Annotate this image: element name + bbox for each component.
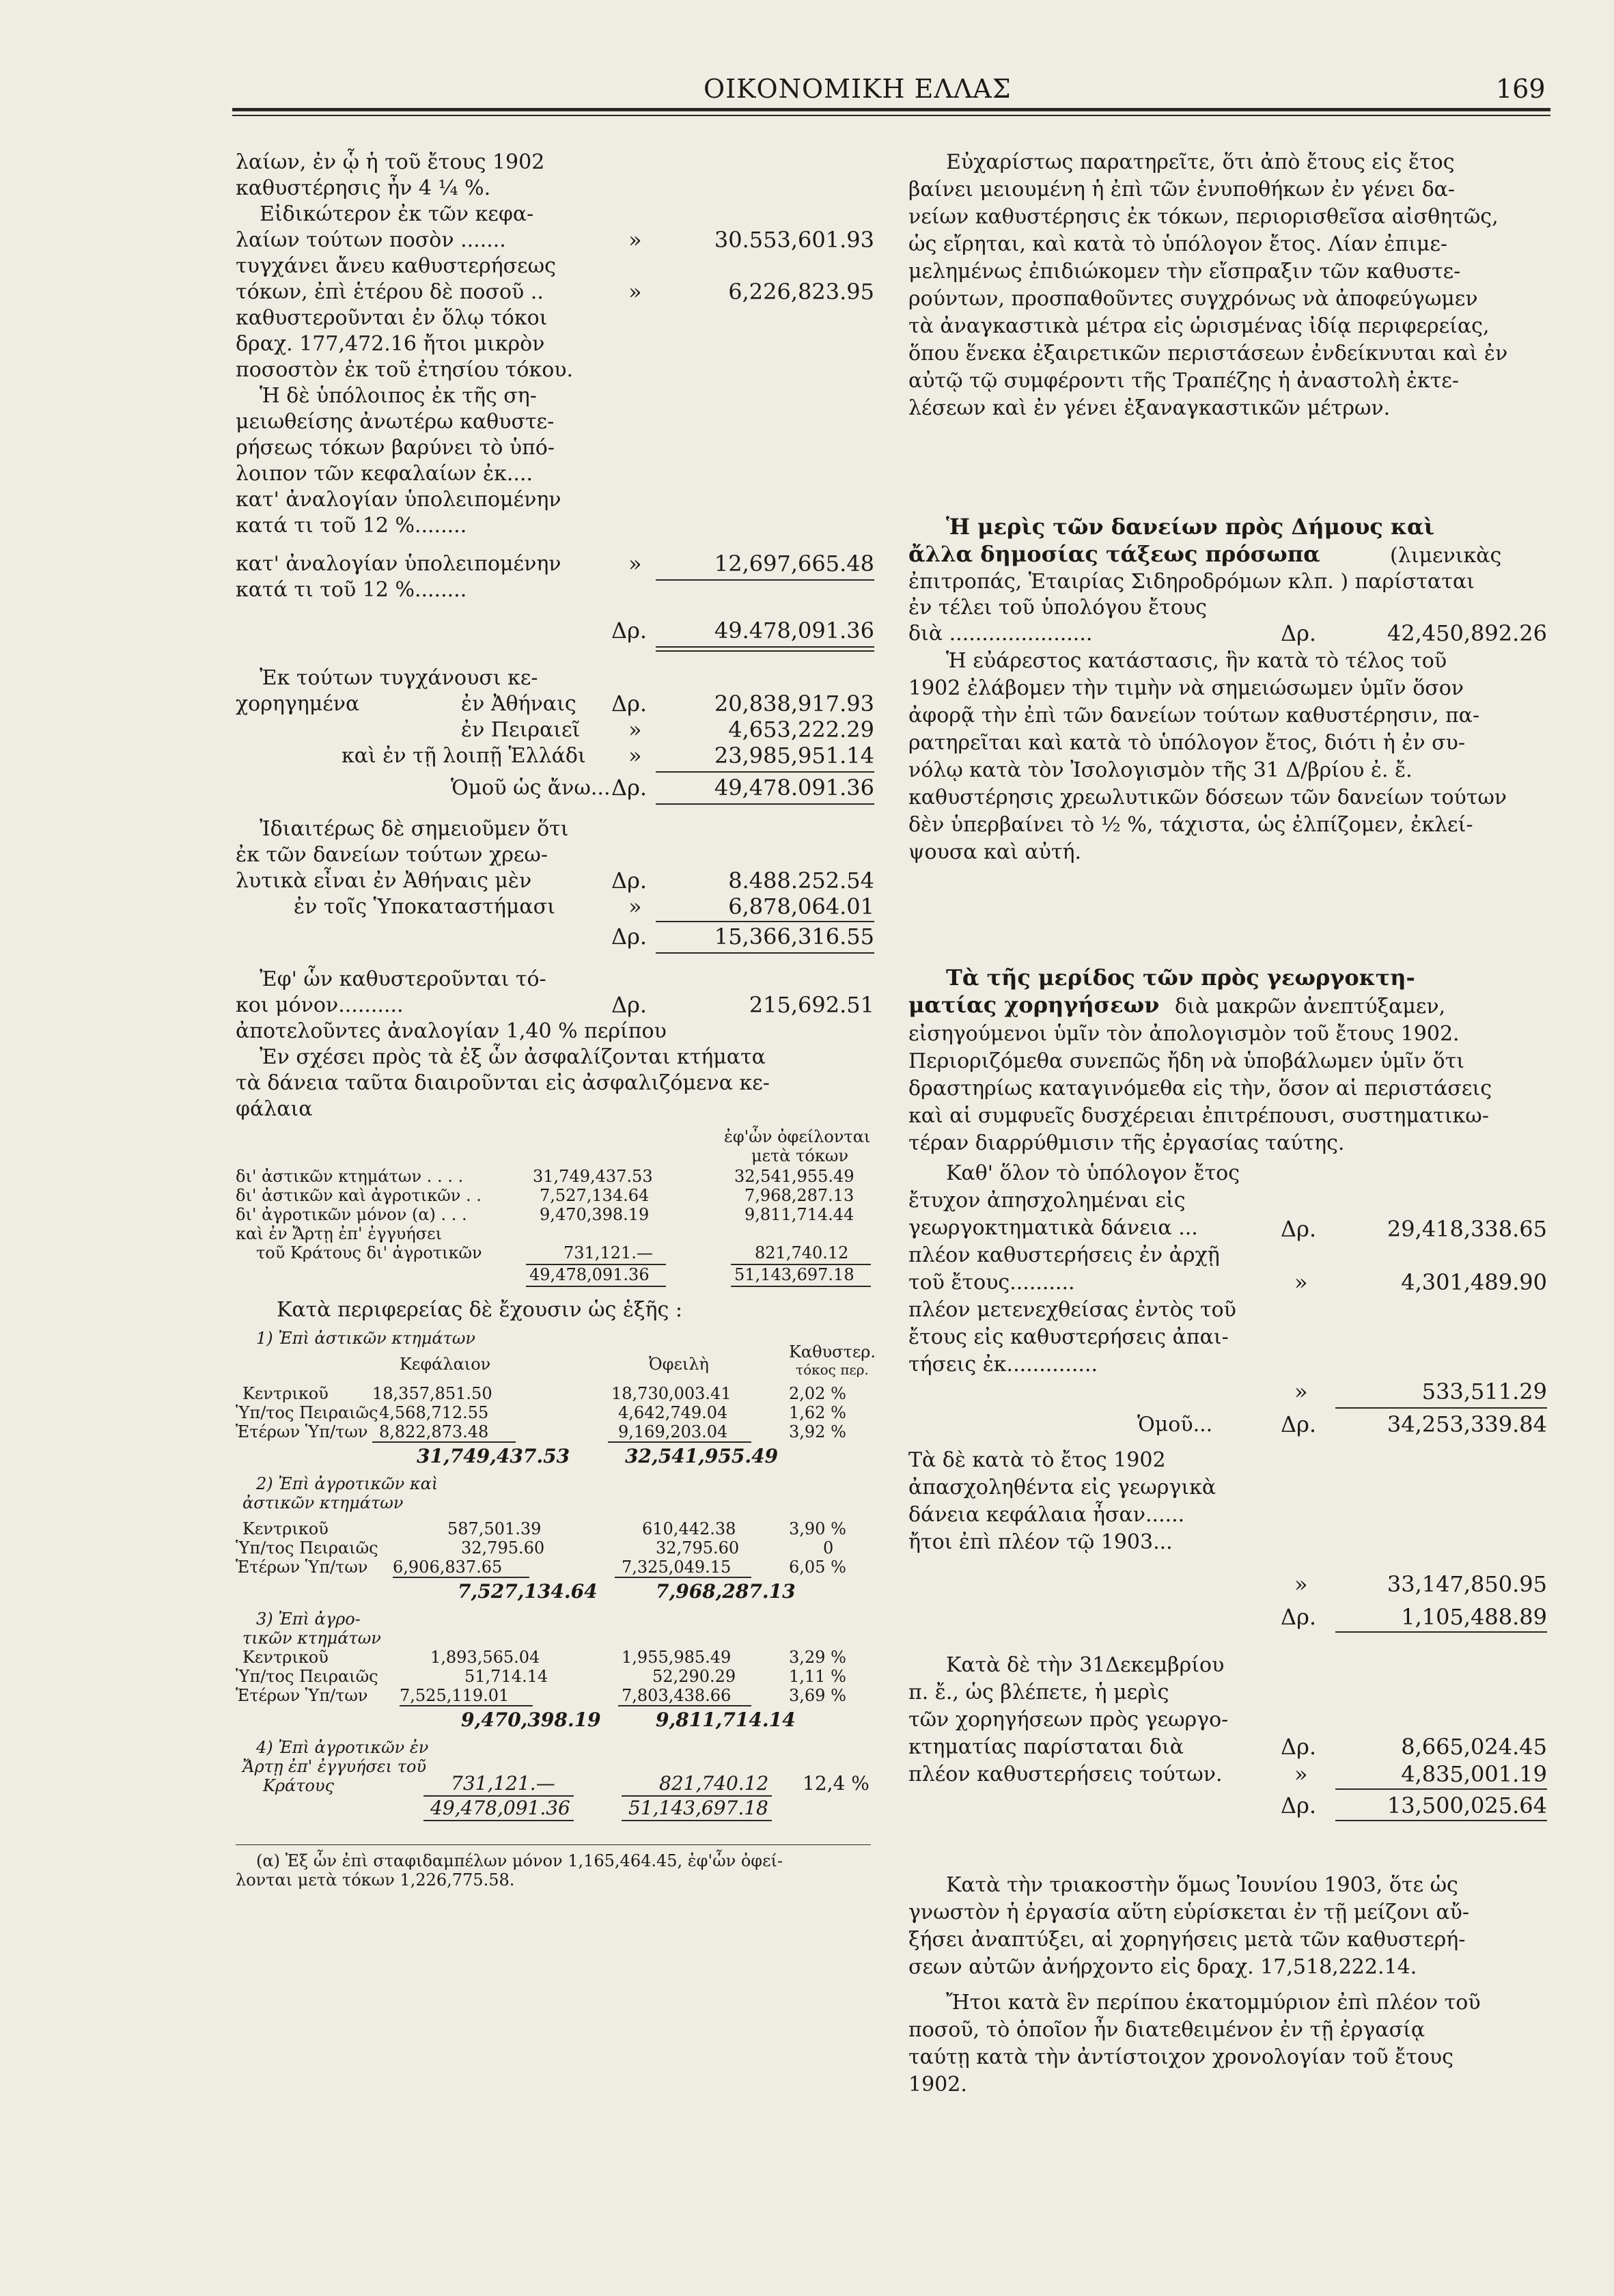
sum-rule bbox=[400, 1705, 533, 1706]
amount: 6,226,823.95 bbox=[728, 279, 874, 305]
table-row-label: Ὑπ/τος Πειραιῶς bbox=[236, 1538, 378, 1558]
page-number: 169 bbox=[1496, 74, 1546, 104]
text-line: δραστηρίως καταγινόμεθα εἰς τὴν, ὅσον αἱ περιστάσεις bbox=[908, 1077, 1492, 1101]
section-heading: Τὰ τῆς μερίδος τῶν πρὸς γεωργοκτη- bbox=[946, 965, 1415, 991]
currency-sign: » bbox=[628, 551, 642, 577]
text-line: αὐτῷ τῷ συμφέροντι τῆς Τραπέζης ἡ ἀναστολὴ ἐκτε- bbox=[908, 369, 1459, 393]
currency-sign: » bbox=[1294, 1379, 1308, 1405]
section-title: 4) Ἐπὶ ἀγροτικῶν ἐν bbox=[256, 1738, 429, 1757]
currency-sign: » bbox=[1294, 1571, 1308, 1597]
text-line: Κατὰ δὲ τὴν 31Δεκεμβρίου bbox=[946, 1653, 1225, 1677]
column-header: Ὀφειλὴ bbox=[649, 1355, 709, 1374]
text-line: Ἡ εὐάρεστος κατάστασις, ἣν κατὰ τὸ τέλος τοῦ bbox=[946, 649, 1447, 673]
text-line: τόκων, ἐπὶ ἑτέρου δὲ ποσοῦ .. bbox=[236, 280, 544, 304]
text-line: διὰ ...................... bbox=[908, 622, 1093, 646]
sum-rule bbox=[615, 1577, 751, 1578]
sum-rule bbox=[731, 1286, 871, 1287]
sum-rule bbox=[1335, 1788, 1547, 1790]
subtotal: 31,749,437.53 bbox=[417, 1445, 570, 1467]
table-row-label: Κεντρικοῦ bbox=[242, 1648, 329, 1667]
currency-sign: » bbox=[628, 743, 642, 769]
text-line: (λιμενικὰς bbox=[1390, 544, 1502, 568]
currency-sign: Δρ. bbox=[1281, 1604, 1317, 1630]
amount: 533,511.29 bbox=[1421, 1379, 1547, 1405]
amount: 4,653,222.29 bbox=[728, 717, 874, 743]
text-line: ἐν Πειραιεῖ bbox=[461, 718, 581, 742]
subtotal: 32,541,955.49 bbox=[625, 1445, 779, 1467]
text-line: ἔτους εἰς καθυστερήσεις ἀπαι- bbox=[908, 1325, 1229, 1349]
table-cell: 32,795.60 bbox=[656, 1538, 740, 1558]
table-row-label: Κεντρικοῦ bbox=[242, 1519, 329, 1538]
text-line: ποσοῦ, τὸ ὁποῖον ἦν διατεθειμένον ἐν τῇ ἐργασίᾳ bbox=[908, 2018, 1425, 2042]
text-line: Ὁμοῦ ὡς ἄνω... bbox=[451, 776, 611, 800]
table-cell: 1,11 % bbox=[789, 1667, 846, 1686]
text-line: Ἰδιαιτέρως δὲ σημειοῦμεν ὅτι bbox=[260, 817, 569, 841]
table-cell: 32,541,955.49 bbox=[734, 1167, 854, 1186]
table-cell: 731,121.— bbox=[563, 1243, 653, 1262]
column-header: τόκος περ. bbox=[796, 1361, 869, 1378]
section-title: ἀστικῶν κτημάτων bbox=[242, 1493, 404, 1512]
table-cell: 4,642,749.04 bbox=[618, 1403, 728, 1422]
table-row-label: καὶ ἐν Ἄρτῃ ἐπ' ἐγγυήσει bbox=[236, 1224, 442, 1243]
table-cell: 8,822,873.48 bbox=[379, 1422, 489, 1441]
table-row-label: τοῦ Κράτους δι' ἀγροτικῶν bbox=[256, 1243, 482, 1262]
text-line: σεων αὐτῶν ἀνήρχοντο εἰς δραχ. 17,518,222.14. bbox=[908, 1955, 1417, 1979]
sum-rule bbox=[1335, 1407, 1547, 1409]
table-cell: 7,968,287.13 bbox=[745, 1186, 854, 1205]
amount: 215,692.51 bbox=[749, 992, 874, 1018]
text-line: γνωστὸν ἡ ἐργασία αὕτη εὑρίσκεται ἐν τῇ μείζονι αὔ- bbox=[908, 1900, 1469, 1924]
table-cell: 6,05 % bbox=[789, 1558, 846, 1577]
column-header: μετὰ τόκων bbox=[751, 1146, 849, 1165]
currency-sign: » bbox=[628, 279, 642, 305]
sum-rule bbox=[393, 1577, 529, 1578]
text-line: Περιοριζόμεθα συνεπῶς ἤδη νὰ ὑποβάλωμεν ὑμῖν ὅτι bbox=[908, 1049, 1464, 1073]
table-cell: 3,90 % bbox=[789, 1519, 846, 1538]
text-line: μειωθείσης ἀνωτέρω καθυστε- bbox=[236, 410, 555, 434]
table-cell: 7,803,438.66 bbox=[622, 1686, 732, 1705]
text-line: ὡς εἴρηται, καὶ κατὰ τὸ ὑπόλογον ἔτος. Λίαν ἐπιμε- bbox=[908, 232, 1448, 256]
section-title: Κράτους bbox=[263, 1776, 335, 1795]
amount: 20,838,917.93 bbox=[714, 691, 874, 717]
text-line: νόλῳ κατὰ τὸν Ἰσολογισμὸν τῆς 31 Δ/βρίου ἐ. ἔ. bbox=[908, 758, 1413, 782]
table-cell: 1,62 % bbox=[789, 1403, 846, 1422]
table-cell: 9,811,714.44 bbox=[745, 1205, 854, 1224]
table-cell: 51,143,697.18 bbox=[734, 1265, 854, 1284]
text-line: ἐκ τῶν δανείων τούτων χρεω- bbox=[236, 843, 548, 867]
column-header: Κεφάλαιον bbox=[400, 1355, 491, 1374]
text-line: 1902 ἐλάβομεν τὴν τιμὴν νὰ σημειώσωμεν ὑμῖν ὅσον bbox=[908, 676, 1464, 700]
table-cell: 32,795.60 bbox=[461, 1538, 545, 1558]
table-cell: 18,357,851.50 bbox=[372, 1384, 492, 1403]
text-line: καὶ αἱ συμφυεῖς δυσχέρειαι ἐπιτρέπουσι, συστηματικω- bbox=[908, 1104, 1489, 1128]
text-line: Ἐκ τούτων τυγχάνουσι κε- bbox=[260, 666, 538, 690]
text-line: ἐν τοῖς Ὑποκαταστήμασι bbox=[294, 895, 555, 919]
text-line: καθυστεροῦνται ἐν ὅλῳ τόκοι bbox=[236, 306, 548, 330]
text-line: Κατὰ περιφερείας δὲ ἔχουσιν ὡς ἑξῆς : bbox=[277, 1298, 682, 1322]
text-line: δραχ. 177,472.16 ἤτοι μικρὸν bbox=[236, 332, 545, 356]
currency-sign: Δρ. bbox=[1281, 620, 1317, 646]
text-line: Ἐφ' ὧν καθυστεροῦνται τό- bbox=[260, 967, 546, 991]
text-line: ποσοστὸν ἐκ τοῦ ἐτησίου τόκου. bbox=[236, 358, 574, 382]
section-title: 3) Ἐπὶ ἀγρο- bbox=[256, 1609, 361, 1629]
grand-total: 51,143,697.18 bbox=[628, 1797, 768, 1819]
text-line: καὶ ἐν τῇ λοιπῇ Ἑλλάδι bbox=[342, 744, 586, 768]
text-line: γεωργοκτηματικὰ δάνεια ... bbox=[908, 1216, 1198, 1240]
table-row-label: δι' ἀστικῶν κτημάτων . . . . bbox=[236, 1167, 464, 1186]
currency-sign: Δρ. bbox=[611, 618, 648, 644]
text-line: δὲν ὑπερβαίνει τὸ ½ %, τάχιστα, ὡς ἐλπίζομεν, ἐκλεί- bbox=[908, 813, 1473, 837]
sum-rule bbox=[618, 1705, 751, 1706]
table-cell: 0 bbox=[823, 1538, 834, 1558]
text-line: πλέον μετενεχθείσας ἐντὸς τοῦ bbox=[908, 1298, 1236, 1322]
text-line: ἐν τέλει τοῦ ὑπολόγου ἔτους bbox=[908, 596, 1207, 620]
table-cell: 51,714.14 bbox=[464, 1667, 548, 1686]
currency-sign: » bbox=[628, 227, 642, 253]
currency-sign: Δρ. bbox=[611, 992, 648, 1018]
section-title: Ἄρτῃ ἐπ' ἐγγυήσει τοῦ bbox=[242, 1757, 427, 1776]
table-row-label: Ὑπ/τος Πειραιῶς bbox=[236, 1403, 378, 1422]
text-line: τὰ ἀναγκαστικὰ μέτρα εἰς ὡρισμένας ἰδίᾳ περιφερείας, bbox=[908, 314, 1490, 338]
paragraph bbox=[908, 149, 1550, 422]
table-cell: 3,29 % bbox=[789, 1648, 846, 1667]
sum-rule bbox=[622, 1820, 772, 1821]
text-line: ξήσει ἀναπτύξει, αἱ χορηγήσεις μετὰ τῶν καθυστερή- bbox=[908, 1928, 1466, 1952]
amount: 34,253,339.84 bbox=[1387, 1411, 1547, 1437]
table-cell: 3,92 % bbox=[789, 1422, 846, 1441]
sum-rule bbox=[656, 803, 874, 805]
sum-rule bbox=[656, 646, 874, 648]
text-line: βαίνει μειουμένη ἡ ἐπὶ τῶν ἐνυποθήκων ἐν γένει δα- bbox=[908, 178, 1456, 202]
text-line: πλέον καθυστερήσεις ἐν ἀρχῇ bbox=[908, 1243, 1220, 1267]
text-line: λοιπον τῶν κεφαλαίων ἐκ.... bbox=[236, 462, 533, 486]
currency-sign: » bbox=[628, 717, 642, 743]
amount: 33,147,850.95 bbox=[1387, 1571, 1547, 1597]
text-line: τὰ δάνεια ταῦτα διαιροῦνται εἰς ἀσφαλιζόμενα κε- bbox=[236, 1071, 770, 1095]
currency-sign: Δρ. bbox=[1281, 1734, 1317, 1760]
footnote: λονται μετὰ τόκων 1,226,775.58. bbox=[236, 1870, 515, 1890]
amount: 8,665,024.45 bbox=[1401, 1734, 1547, 1760]
amount: 29,418,338.65 bbox=[1387, 1216, 1547, 1242]
text-line: νείων καθυστέρησις ἐκ τόκων, περιορισθεῖσα αἰσθητῶς, bbox=[908, 205, 1499, 229]
text-line: ρούντων, προσπαθοῦντες συγχρόνως νὰ ἀποφεύγωμεν bbox=[908, 287, 1478, 311]
paragraph bbox=[908, 1989, 1550, 2099]
text-line: π. ἔ., ὡς βλέπετε, ἡ μερὶς bbox=[908, 1680, 1169, 1704]
amount: 30.553,601.93 bbox=[714, 227, 874, 253]
currency-sign: » bbox=[1294, 1269, 1308, 1295]
text-line: Κατὰ τὴν τριακοστὴν ὅμως Ἰουνίου 1903, ὅτε ὡς bbox=[946, 1873, 1458, 1897]
text-line: τυγχάνει ἄνευ καθυστερήσεως bbox=[236, 254, 556, 278]
text-line: μελημένως ἐπιδιώκομεν τὴν εἴσπραξιν τῶν καθυστε- bbox=[908, 260, 1461, 283]
table-cell: 3,69 % bbox=[789, 1686, 846, 1705]
text-line: τέραν διαρρύθμισιν τῆς ἐργασίας ταύτης. bbox=[908, 1131, 1345, 1155]
table-cell: 821,740.12 bbox=[755, 1243, 849, 1262]
subtotal: 7,968,287.13 bbox=[656, 1580, 796, 1603]
currency-sign: Δρ. bbox=[611, 691, 648, 717]
table-cell: 6,906,837.65 bbox=[393, 1558, 503, 1577]
text-line: κατ' ἀναλογίαν ὑπολειπομένην bbox=[236, 552, 561, 576]
amount: 8.488.252.54 bbox=[728, 868, 874, 894]
text-line: λαίων, ἐν ᾧ ἡ τοῦ ἔτους 1902 bbox=[236, 150, 545, 174]
text-line: Τὰ δὲ κατὰ τὸ ἔτος 1902 bbox=[908, 1448, 1166, 1472]
text-line: καθυστέρησις χρεωλυτικῶν δόσεων τῶν δανείων τούτων bbox=[908, 786, 1507, 810]
table-cell: 7,525,119.01 bbox=[400, 1686, 510, 1705]
table-row-label: Ἑτέρων Ὑπ/των bbox=[236, 1422, 368, 1441]
text-line: Ἤτοι κατὰ ἓν περίπου ἑκατομμύριον ἐπὶ πλέον τοῦ bbox=[946, 1991, 1481, 2015]
table-cell: 12,4 % bbox=[803, 1772, 869, 1795]
footnote-rule bbox=[236, 1844, 871, 1845]
currency-sign: Δρ. bbox=[611, 775, 648, 801]
table-cell: 9,470,398.19 bbox=[540, 1205, 650, 1224]
text-line: ψουσα καὶ αὐτή. bbox=[908, 840, 1082, 864]
amount: 49.478,091.36 bbox=[714, 618, 874, 644]
text-line: ἀπασχοληθέντα εἰς γεωργικὰ bbox=[908, 1476, 1216, 1499]
text-line: ἐπιτροπάς, Ἑταιρίας Σιδηροδρόμων κλπ. ) παρίσταται bbox=[908, 570, 1475, 594]
table-row-label: Ἑτέρων Ὑπ/των bbox=[236, 1686, 368, 1705]
paragraph bbox=[908, 1872, 1550, 1981]
text-line: κατά τι τοῦ 12 %........ bbox=[236, 578, 467, 602]
column-header: ἐφ'ὧν ὀφείλονται bbox=[724, 1127, 871, 1146]
amount: 4,835,001.19 bbox=[1401, 1761, 1547, 1787]
text-line: δάνεια κεφάλαια ἦσαν...... bbox=[908, 1503, 1185, 1527]
text-line: κατά τι τοῦ 12 %........ bbox=[236, 514, 467, 538]
sum-rule bbox=[656, 650, 874, 652]
paragraph bbox=[908, 648, 1550, 866]
text-line: Καθ' ὅλον τὸ ὑπόλογον ἔτος bbox=[946, 1161, 1240, 1185]
text-line: ἔτυχον ἀπησχολημέναι εἰς bbox=[908, 1189, 1186, 1213]
text-line: διὰ μακρῶν ἀνεπτύξαμεν, bbox=[1175, 995, 1446, 1019]
currency-sign: » bbox=[628, 894, 642, 919]
text-line: κατ' ἀναλογίαν ὑπολειπομένην bbox=[236, 488, 561, 512]
text-line: ἤτοι ἐπὶ πλέον τῷ 1903... bbox=[908, 1530, 1173, 1554]
amount: 12,697,665.48 bbox=[714, 551, 874, 577]
text-line: τήσεις ἐκ.............. bbox=[908, 1353, 1098, 1377]
grand-total: 49,478,091.36 bbox=[430, 1797, 570, 1819]
amount: 4,301,489.90 bbox=[1401, 1269, 1547, 1295]
text-line: ἀφορᾷ τὴν ἐπὶ τῶν δανείων τούτων καθυστέρησιν, πα- bbox=[908, 704, 1480, 728]
currency-sign: Δρ. bbox=[611, 924, 648, 950]
sum-rule bbox=[656, 952, 874, 954]
table-row-label: δι' ἀγροτικῶν μόνον (α) . . . bbox=[236, 1205, 467, 1224]
sum-rule bbox=[1335, 1820, 1547, 1821]
subtotal: 9,811,714.14 bbox=[656, 1709, 796, 1731]
text-line: ἐν Ἀθήναις bbox=[461, 692, 576, 716]
text-line: 1902. bbox=[908, 2073, 967, 2097]
subtotal: 7,527,134.64 bbox=[458, 1580, 598, 1603]
table-cell: 52,290.29 bbox=[652, 1667, 736, 1686]
text-line: Ἡ δὲ ὑπόλοιπος ἐκ τῆς ση- bbox=[260, 384, 537, 408]
table-cell: 31,749,437.53 bbox=[533, 1167, 653, 1186]
section-heading: Ἡ μερὶς τῶν δανείων πρὸς Δήμους καὶ bbox=[946, 514, 1435, 540]
text-line: λέσεων καὶ ἐν γένει ἐξαναγκαστικῶν μέτρων. bbox=[908, 396, 1391, 420]
table-row-label: Ὑπ/τος Πειραιῶς bbox=[236, 1667, 378, 1686]
amount: 49,478.091.36 bbox=[714, 775, 874, 801]
table-cell: 49,478,091.36 bbox=[529, 1265, 650, 1284]
table-row-label: δι' ἀστικῶν καὶ ἀγροτικῶν . . bbox=[236, 1186, 482, 1205]
text-line: καθυστέρησις ἦν 4 ¼ %. bbox=[236, 176, 491, 200]
amount: 23,985,951.14 bbox=[714, 743, 874, 769]
currency-sign: » bbox=[1294, 1761, 1308, 1787]
sum-rule bbox=[656, 771, 874, 773]
table-cell: 2,02 % bbox=[789, 1384, 846, 1403]
section-title: 2) Ἐπὶ ἀγροτικῶν καὶ bbox=[256, 1474, 439, 1493]
text-line: ταύτῃ κατὰ τὴν ἀντίστοιχον χρονολογίαν τοῦ ἔτους bbox=[908, 2045, 1453, 2069]
text-line: ρήσεως τόκων βαρύνει τὸ ὑπό- bbox=[236, 436, 555, 460]
table-cell: 18,730,003.41 bbox=[611, 1384, 732, 1403]
amount: 15,366,316.55 bbox=[714, 924, 874, 950]
table-cell: 4,568,712.55 bbox=[379, 1403, 489, 1422]
text-line: Ὁμοῦ... bbox=[1137, 1413, 1213, 1437]
table-cell: 1,955,985.49 bbox=[622, 1648, 732, 1667]
sum-rule bbox=[423, 1820, 574, 1821]
text-line: ἀποτελοῦντες ἀναλογίαν 1,40 % περίπου bbox=[236, 1019, 667, 1043]
table-cell: 1,893,565.04 bbox=[430, 1648, 540, 1667]
text-line: εἰσηγούμενοι ὑμῖν τὸν ἀπολογισμὸν τοῦ ἔτους 1902. bbox=[908, 1022, 1460, 1046]
table-cell: 587,501.39 bbox=[447, 1519, 542, 1538]
table-cell: 9,169,203.04 bbox=[618, 1422, 728, 1441]
text-line: Εἰδικώτερον ἐκ τῶν κεφα- bbox=[260, 202, 534, 226]
sum-rule bbox=[656, 921, 874, 922]
table-row-label: Ἑτέρων Ὑπ/των bbox=[236, 1558, 368, 1577]
sum-rule bbox=[608, 1441, 751, 1443]
section-heading: ματίας χορηγήσεων bbox=[908, 992, 1160, 1018]
text-line: φάλαια bbox=[236, 1097, 313, 1121]
table-cell: 821,740.12 bbox=[659, 1772, 769, 1795]
section-heading: ἄλλα δημοσίας τάξεως πρόσωπα bbox=[908, 541, 1320, 567]
header-rule-thin bbox=[232, 115, 1550, 116]
table-cell: 610,442.38 bbox=[642, 1519, 736, 1538]
sum-rule bbox=[372, 1441, 516, 1443]
text-line: Ἐν σχέσει πρὸς τὰ ἐξ ὧν ἀσφαλίζονται κτήματα bbox=[260, 1045, 766, 1069]
section-title: τικῶν κτημάτων bbox=[242, 1629, 381, 1648]
table-cell: 731,121.— bbox=[451, 1772, 555, 1795]
text-line: κτηματίας παρίσταται διὰ bbox=[908, 1735, 1184, 1759]
currency-sign: Δρ. bbox=[1281, 1411, 1317, 1437]
amount: 13,500,025.64 bbox=[1387, 1793, 1547, 1818]
footnote: (α) Ἐξ ὧν ἐπὶ σταφιδαμπέλων μόνον 1,165,464.45, ἐφ'ὧν ὀφεί- bbox=[256, 1851, 783, 1870]
amount: 6,878,064.01 bbox=[728, 894, 874, 919]
paragraph bbox=[908, 1021, 1550, 1157]
currency-sign: Δρ. bbox=[1281, 1793, 1317, 1818]
sum-rule bbox=[1335, 1631, 1547, 1633]
sum-rule bbox=[656, 579, 874, 581]
text-line: πλέον καθυστερήσεις τούτων. bbox=[908, 1762, 1223, 1786]
text-line: λυτικὰ εἶναι ἐν Ἀθήναις μὲν bbox=[236, 869, 532, 893]
text-line: Εὐχαρίστως παρατηρεῖτε, ὅτι ἀπὸ ἔτους εἰς ἔτος bbox=[946, 150, 1455, 174]
currency-sign: Δρ. bbox=[1281, 1216, 1317, 1242]
section-title: 1) Ἐπὶ ἀστικῶν κτημάτων bbox=[256, 1329, 475, 1348]
subtotal: 9,470,398.19 bbox=[461, 1709, 601, 1731]
table-cell: 7,325,049.15 bbox=[622, 1558, 732, 1577]
sum-rule bbox=[526, 1286, 666, 1287]
table-row-label: Κεντρικοῦ bbox=[242, 1384, 329, 1403]
column-header: Καθυστερ. bbox=[789, 1342, 876, 1361]
amount: 1,105,488.89 bbox=[1401, 1604, 1547, 1630]
currency-sign: Δρ. bbox=[611, 868, 648, 894]
amount: 42,450,892.26 bbox=[1387, 620, 1547, 646]
text-line: τοῦ ἔτους.......... bbox=[908, 1271, 1075, 1295]
text-line: χορηγημένα bbox=[236, 692, 360, 716]
text-line: ρατηρεῖται καὶ κατὰ τὸ ὑπόλογον ἔτος, διότι ἡ ἐν συ- bbox=[908, 731, 1465, 755]
header-rule bbox=[232, 108, 1550, 111]
text-line: τῶν χορηγήσεων πρὸς γεωργο- bbox=[908, 1708, 1229, 1732]
text-line: λαίων τούτων ποσὸν ....... bbox=[236, 228, 506, 252]
text-line: ὅπου ἕνεκα ἐξαιρετικῶν περιστάσεων ἐνδείκνυται καὶ ἐν bbox=[908, 342, 1508, 365]
text-line: κοι μόνον.......... bbox=[236, 993, 404, 1017]
journal-title: ΟΙΚΟΝΟΜΙΚΗ ΕΛΛΑΣ bbox=[704, 74, 1012, 104]
table-cell: 7,527,134.64 bbox=[540, 1186, 650, 1205]
